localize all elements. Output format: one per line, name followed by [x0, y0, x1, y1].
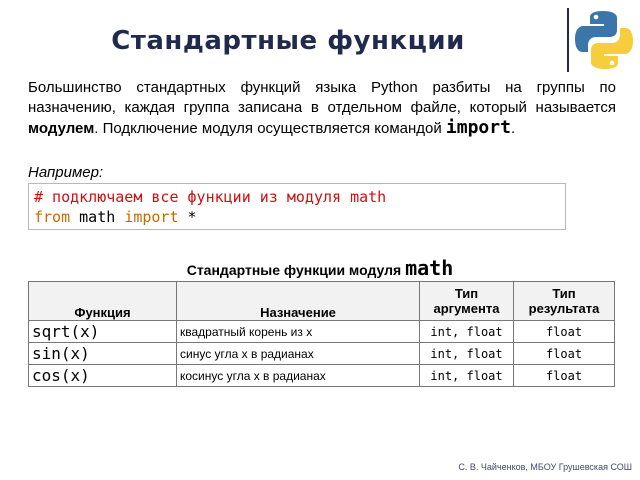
cell-purpose: косинус угла x в радианах: [177, 365, 420, 387]
cell-arg-type: int, float: [420, 321, 514, 343]
header-purpose: Назначение: [177, 282, 420, 321]
intro-paragraph: [28, 78, 616, 139]
table-caption-module: math: [405, 256, 454, 280]
code-module: math: [79, 208, 116, 226]
header-arg-type: Тип аргумента: [420, 282, 514, 321]
cell-result-type: float: [514, 343, 615, 365]
functions-table: [28, 281, 615, 387]
intro-text-2: . Подключение модуля осуществляется командой: [94, 120, 446, 137]
table-caption: [0, 256, 640, 280]
cell-function: sin(x): [29, 343, 177, 365]
code-comment: # подключаем все функции из модуля math: [34, 188, 387, 206]
code-import-keyword: import: [124, 208, 179, 226]
python-logo-icon: [572, 8, 636, 72]
cell-function: sqrt(x): [29, 321, 177, 343]
table-row: [29, 343, 615, 365]
intro-keyword: модулем: [28, 120, 95, 137]
cell-result-type: float: [514, 321, 615, 343]
intro-import-code: import: [445, 117, 511, 138]
table-row: [29, 365, 615, 387]
code-star: *: [187, 208, 197, 226]
title-divider: [567, 8, 569, 72]
cell-purpose: квадратный корень из x: [177, 321, 420, 343]
table-row: [29, 321, 615, 343]
example-label: Например:: [28, 164, 104, 181]
cell-function: cos(x): [29, 365, 177, 387]
header-result-type: Тип результата: [514, 282, 615, 321]
intro-text-1: Большинство стандартных функций языка Python разбиты на группы по назначению, каждая группа записана в отдельном файле, который называется: [28, 79, 616, 116]
cell-arg-type: int, float: [420, 343, 514, 365]
intro-end: .: [510, 120, 516, 137]
header-function: Функция: [29, 282, 177, 321]
code-block: [28, 183, 566, 230]
cell-result-type: float: [514, 365, 615, 387]
cell-arg-type: int, float: [420, 365, 514, 387]
table-header-row: [29, 282, 615, 321]
footer-credit: С. В. Чайченков, МБОУ Грушевская СОШ: [458, 462, 632, 472]
code-from-keyword: from: [34, 208, 71, 226]
slide-title: Стандартные функции: [111, 26, 465, 56]
cell-purpose: синус угла x в радианах: [177, 343, 420, 365]
table-caption-text: Стандартные функции модуля: [186, 262, 402, 278]
